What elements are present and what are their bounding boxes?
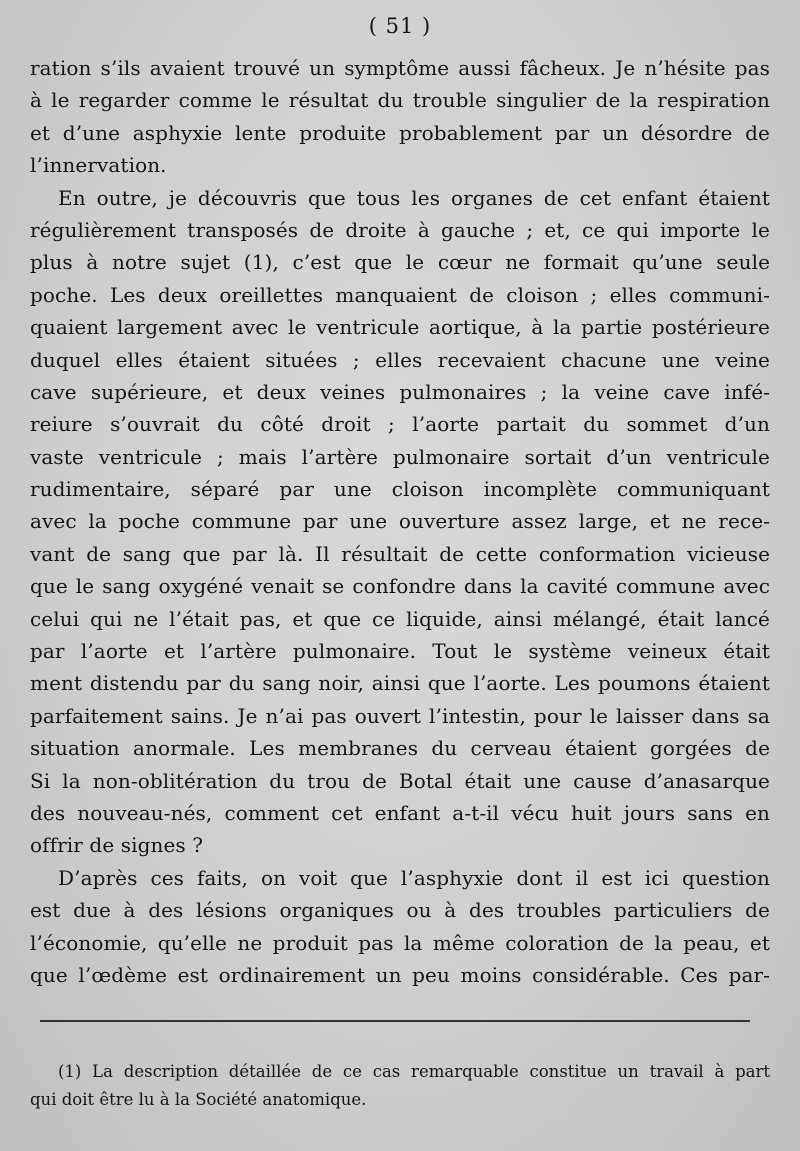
text-line: duquel elles étaient situées ; elles recevaient chacune une veine	[30, 347, 770, 372]
paragraph-2	[30, 182, 770, 862]
text-line: quaient largement avec le ventricule aortique, à la partie postérieure	[30, 315, 770, 340]
text-line: situation anormale. Les membranes du cerveau étaient gorgées de	[30, 736, 770, 761]
text-line: ment distendu par du sang noir, ainsi que l’aorte. Les poumons étaient	[30, 671, 770, 696]
text-line: avec la poche commune par une ouverture assez large, et ne rece-	[30, 509, 770, 534]
text-line: l’innervation.	[30, 153, 167, 178]
text-line: celui qui ne l’était pas, et que ce liquide, ainsi mélangé, était lancé	[30, 606, 770, 631]
text-line: vant de sang que par là. Il résultait de cette conformation vicieuse	[30, 541, 770, 566]
footnote-line: (1) La description détaillée de ce cas remarquable constitue un travail à part	[58, 1062, 770, 1081]
text-line: parfaitement sains. Je n’ai pas ouvert l’intestin, pour le laisser dans sa	[30, 703, 770, 728]
footnote-line: qui doit être lu à la Société anatomique.	[30, 1090, 367, 1109]
text-line: offrir de signes ?	[30, 833, 204, 858]
text-line: D’après ces faits, on voit que l’asphyxie dont il est ici question	[58, 865, 770, 890]
text-line: plus à notre sujet (1), c’est que le cœur ne formait qu’une seule	[30, 250, 770, 275]
text-line: que le sang oxygéné venait se confondre dans la cavité commune avec	[30, 574, 770, 599]
text-line: l’économie, qu’elle ne produit pas la même coloration de la peau, et	[30, 930, 770, 955]
text-line: régulièrement transposés de droite à gauche ; et, ce qui importe le	[30, 217, 770, 242]
text-line: vaste ventricule ; mais l’artère pulmonaire sortait d’un ventricule	[30, 444, 770, 469]
text-line: poche. Les deux oreillettes manquaient de cloison ; elles communi-	[30, 282, 770, 307]
text-line: et d’une asphyxie lente produite probablement par un désordre de	[30, 120, 770, 145]
text-line: ration s’ils avaient trouvé un symptôme aussi fâcheux. Je n’hésite pas	[30, 56, 770, 80]
paragraph-3	[30, 862, 770, 992]
text-line: est due à des lésions organiques ou à des troubles particuliers de	[30, 898, 770, 923]
text-line: que l’œdème est ordinairement un peu moins considérable. Ces par-	[30, 962, 770, 987]
footnote-divider	[40, 1020, 750, 1022]
text-line: rudimentaire, séparé par une cloison incomplète communiquant	[30, 477, 770, 502]
text-line: par l’aorte et l’artère pulmonaire. Tout le système veineux était	[30, 639, 770, 664]
text-line: des nouveau-nés, comment cet enfant a-t-il vécu huit jours sans en	[30, 800, 770, 825]
text-line: Si la non-oblitération du trou de Botal était une cause d’anasarque	[30, 768, 770, 793]
body-text	[30, 52, 770, 991]
text-line: En outre, je découvris que tous les organes de cet enfant étaient	[58, 185, 770, 210]
text-line: à le regarder comme le résultat du trouble singulier de la respiration	[30, 88, 770, 113]
text-line: cave supérieure, et deux veines pulmonaires ; la veine cave infé-	[30, 379, 770, 404]
text-line: reiure s’ouvrait du côté droit ; l’aorte partait du sommet d’un	[30, 412, 770, 437]
paragraph-1	[30, 52, 770, 182]
footnote	[30, 1058, 770, 1114]
page-number: ( 51 )	[368, 14, 432, 38]
